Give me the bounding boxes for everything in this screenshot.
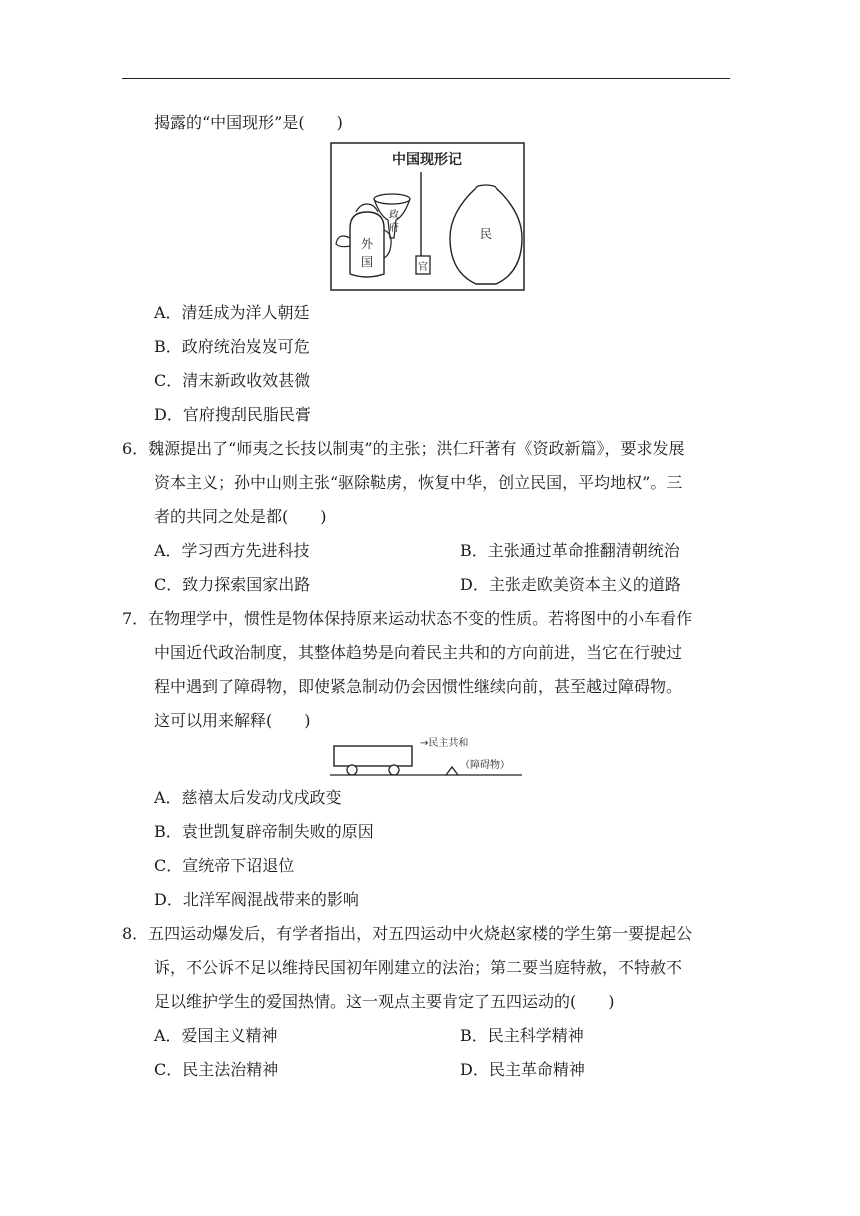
q8-option-d[interactable]: D．民主革命精神 xyxy=(460,1060,585,1079)
q5-option-b[interactable]: B．政府统治岌岌可危 xyxy=(154,337,310,356)
q6-stem-line-1: 6．魏源提出了“师夷之长技以制夷”的主张；洪仁玕著有《资政新篇》，要求发展 xyxy=(122,439,685,458)
q5-option-c[interactable]: C．清末新政收效甚微 xyxy=(154,371,311,390)
q7-option-b[interactable]: B．袁世凯复辟帝制失败的原因 xyxy=(154,822,374,841)
q6-option-b[interactable]: B．主张通过革命推翻清朝统治 xyxy=(460,541,680,560)
cart-icon xyxy=(334,746,412,775)
svg-text:民: 民 xyxy=(479,227,493,241)
q7-stem-line-4: 这可以用来解释( ) xyxy=(154,711,311,730)
svg-text:府: 府 xyxy=(389,223,399,234)
q5-option-d[interactable]: D．官府搜刮民脂民膏 xyxy=(154,405,311,424)
cartoon-title: 中国现形记 xyxy=(392,152,462,168)
q8-option-a[interactable]: A．爱国主义精神 xyxy=(154,1026,278,1045)
q6-stem-line-3: 者的共同之处是都( ) xyxy=(154,507,327,526)
q7-option-c[interactable]: C．宣统帝下诏退位 xyxy=(154,856,295,875)
q7-stem-line-2: 中国近代政治制度，其整体趋势是向着民主共和的方向前进，当它在行驶过 xyxy=(154,643,683,662)
q5-stem-tail: 揭露的“中国现形”是( ) xyxy=(154,113,343,132)
svg-text:官: 官 xyxy=(418,262,428,273)
arrow-label: →民主共和 xyxy=(420,738,469,749)
obstacle-label: （障碍物） xyxy=(460,760,510,771)
q5-cartoon-figure xyxy=(330,142,526,292)
q7-cart-figure xyxy=(330,734,530,778)
q8-option-b[interactable]: B．民主科学精神 xyxy=(460,1026,584,1045)
obstacle-icon xyxy=(446,767,458,775)
q8-option-c[interactable]: C．民主法治精神 xyxy=(154,1060,279,1079)
q7-option-a[interactable]: A．慈禧太后发动戊戌政变 xyxy=(154,788,342,807)
q5-option-a[interactable]: A．清廷成为洋人朝廷 xyxy=(154,303,310,322)
q8-stem-line-2: 诉，不公诉不足以维持民国初年刚建立的法治；第二要当庭特赦，不特赦不 xyxy=(154,958,683,977)
q7-stem-line-1: 7．在物理学中，惯性是物体保持原来运动状态不变的性质。若将图中的小车看作 xyxy=(122,609,693,628)
q6-option-a[interactable]: A．学习西方先进科技 xyxy=(154,541,310,560)
q7-option-d[interactable]: D．北洋军阀混战带来的影响 xyxy=(154,890,359,909)
q6-option-c[interactable]: C．致力探索国家出路 xyxy=(154,575,311,594)
header-rule xyxy=(122,78,730,79)
q6-stem-line-2: 资本主义；孙中山则主张“驱除鞑虏，恢复中华，创立民国，平均地权”。三 xyxy=(154,473,683,492)
q6-option-d[interactable]: D．主张走欧美资本主义的道路 xyxy=(460,575,681,594)
svg-text:政: 政 xyxy=(389,210,399,221)
q8-stem-line-1: 8．五四运动爆发后，有学者指出，对五四运动中火烧赵家楼的学生第一要提起公 xyxy=(122,924,693,943)
svg-text:外: 外 xyxy=(360,237,374,251)
svg-text:国: 国 xyxy=(360,255,374,269)
q8-stem-line-3: 足以维护学生的爱国热情。这一观点主要肯定了五四运动的( ) xyxy=(154,992,615,1011)
q7-stem-line-3: 程中遇到了障碍物，即使紧急制动仍会因惯性继续向前，甚至越过障碍物。 xyxy=(154,677,683,696)
